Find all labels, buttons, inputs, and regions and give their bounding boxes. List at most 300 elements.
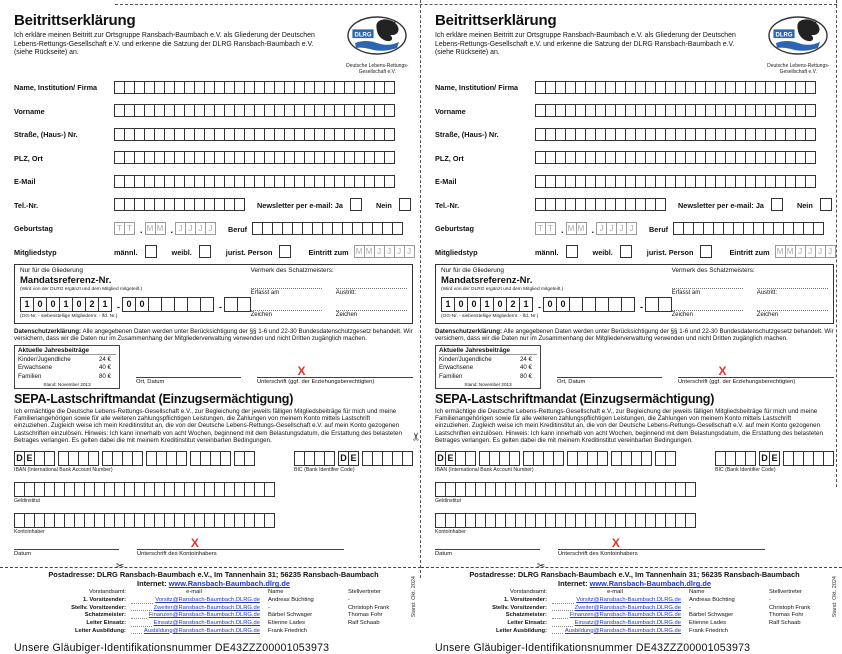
char-box[interactable] bbox=[805, 151, 816, 164]
board-table bbox=[22, 589, 404, 635]
newsletter-label: Newsletter per e-mail: Ja bbox=[257, 201, 343, 210]
entry-date-input[interactable] bbox=[354, 240, 415, 258]
box-separator: - bbox=[117, 301, 120, 312]
char-box[interactable] bbox=[665, 451, 676, 466]
char-box[interactable] bbox=[44, 451, 55, 466]
geburtstag-field-label: Geburtstag bbox=[435, 224, 474, 234]
newsletter-no-checkbox[interactable] bbox=[820, 198, 832, 211]
beruf-input[interactable] bbox=[252, 217, 403, 235]
cut-line-right bbox=[836, 0, 837, 487]
char-box[interactable]: D bbox=[759, 451, 770, 466]
char-box[interactable]: M bbox=[155, 222, 166, 235]
char-box[interactable]: 0 bbox=[72, 297, 86, 312]
dotted-leader bbox=[552, 629, 563, 634]
char-box[interactable] bbox=[244, 451, 255, 466]
char-box[interactable]: E bbox=[445, 451, 456, 466]
char-box[interactable]: J bbox=[175, 222, 186, 235]
char-box[interactable] bbox=[324, 451, 335, 466]
char-box[interactable] bbox=[402, 451, 413, 466]
sign-field-2 bbox=[336, 305, 407, 318]
field-row-plz bbox=[14, 146, 413, 164]
box-separator: - bbox=[538, 301, 541, 312]
field-row-strasse bbox=[14, 123, 413, 141]
strasse-field-label: Straße, (Haus-) Nr. bbox=[435, 130, 499, 140]
char-box[interactable]: E bbox=[24, 451, 35, 466]
char-box[interactable]: M bbox=[785, 245, 796, 258]
char-box[interactable] bbox=[384, 175, 395, 188]
internal-use-box bbox=[435, 264, 834, 324]
place-date-field bbox=[557, 377, 662, 385]
iban-input[interactable] bbox=[435, 448, 676, 466]
tel-input[interactable] bbox=[535, 193, 666, 211]
char-box[interactable]: E bbox=[348, 451, 359, 466]
char-box[interactable] bbox=[805, 81, 816, 94]
member-signature-line[interactable] bbox=[257, 377, 413, 378]
iban-input[interactable] bbox=[14, 448, 255, 466]
tel-input[interactable] bbox=[114, 193, 245, 211]
char-box[interactable] bbox=[264, 513, 275, 528]
char-box[interactable] bbox=[88, 451, 99, 466]
char-box[interactable]: 0 bbox=[493, 297, 507, 312]
privacy-label: Datenschutzerklärung: bbox=[435, 327, 503, 335]
exit-field bbox=[336, 283, 407, 296]
char-box[interactable]: J bbox=[795, 245, 806, 258]
sign-field-1 bbox=[672, 305, 743, 318]
board-deputy: Christoph Frank bbox=[769, 604, 811, 611]
char-box[interactable]: J bbox=[195, 222, 206, 235]
place-date-line[interactable] bbox=[557, 377, 662, 378]
male-checkbox[interactable] bbox=[145, 245, 157, 258]
char-box[interactable] bbox=[608, 297, 622, 312]
char-box[interactable] bbox=[805, 175, 816, 188]
exit-line[interactable] bbox=[336, 283, 407, 289]
char-box[interactable] bbox=[187, 297, 201, 312]
board-deputy: Thomas Fohr bbox=[348, 612, 383, 619]
char-box[interactable] bbox=[621, 297, 635, 312]
fees-stand-note: Stand: November 2013 bbox=[464, 381, 512, 387]
board-email-cell bbox=[128, 597, 260, 605]
member-signature-label: Unterschrift (ggf. der Erziehungsberechtigten) bbox=[257, 378, 375, 385]
char-box[interactable]: M bbox=[354, 245, 365, 258]
sign-label-1: Zeichen bbox=[671, 311, 693, 318]
vorname-input[interactable] bbox=[535, 99, 816, 117]
char-box[interactable]: 2 bbox=[85, 297, 99, 312]
newsletter-label: Newsletter per e-mail: Ja bbox=[678, 201, 764, 210]
privacy-text: Alle angegebenen Daten werden unter Berücksichtigung der §§ 1-6 und 22-30 Bundesdatenschutzgesetz behandelt. Wir versichern, dass wir die Daten nur im Zusammenhang der Mitgliederverwaltung verwenden und nicht Dritten zugänglich machen. bbox=[14, 327, 413, 342]
option-male bbox=[114, 245, 159, 258]
char-box[interactable]: 1 bbox=[59, 297, 73, 312]
char-box[interactable]: J bbox=[626, 222, 637, 235]
board-email-link[interactable]: Zweiter@Ransbach-Baumbach.DLRG.de bbox=[574, 604, 681, 611]
bic-input[interactable] bbox=[715, 448, 834, 466]
char-box[interactable]: 1 bbox=[519, 297, 533, 312]
sign-line-2[interactable] bbox=[757, 305, 828, 311]
place-date-line[interactable] bbox=[136, 377, 241, 378]
char-box[interactable] bbox=[224, 297, 238, 312]
dotted-leader bbox=[131, 614, 147, 619]
internal-use-heading: Nur für die Gliederung bbox=[20, 266, 83, 274]
bic-input[interactable] bbox=[294, 448, 413, 466]
char-box[interactable]: J bbox=[185, 222, 196, 235]
board-name: Andreas Büchting bbox=[689, 597, 735, 604]
plz-input[interactable] bbox=[114, 146, 395, 164]
field-row-email bbox=[435, 170, 834, 188]
char-box[interactable]: J bbox=[616, 222, 627, 235]
char-box[interactable] bbox=[685, 513, 696, 528]
holder-input[interactable] bbox=[14, 510, 275, 528]
entry-label: Eintritt zum bbox=[308, 248, 349, 257]
board-email-link[interactable]: Einsatz@Ransbach-Baumbach.DLRG.de bbox=[153, 620, 260, 626]
board-name: Frank Friedrich bbox=[689, 627, 728, 634]
char-box[interactable]: 2 bbox=[506, 297, 520, 312]
website-link[interactable]: www.Ransbach-Baumbach.dlrg.de bbox=[168, 579, 290, 589]
char-box[interactable]: M bbox=[576, 222, 587, 235]
strasse-field-label: Straße, (Haus-) Nr. bbox=[14, 130, 78, 140]
board-header: e-mail bbox=[607, 589, 623, 596]
board-header: Stellvertreter bbox=[348, 589, 381, 596]
male-label: männl. bbox=[114, 248, 138, 257]
char-box[interactable]: J bbox=[606, 222, 617, 235]
email-input[interactable] bbox=[535, 170, 816, 188]
char-box[interactable] bbox=[264, 482, 275, 497]
board-email-link[interactable]: Finanzen@Ransbach-Baumbach.DLRG.de bbox=[148, 612, 260, 619]
char-box[interactable] bbox=[597, 451, 608, 466]
char-box[interactable] bbox=[465, 451, 476, 466]
form-intro: Ich erkläre meinen Beitritt zur Ortsgruppe Ransbach-Baumbach e.V. als Gliederung der Deutschen Lebens-Rettungs-Gesellschaft e.V. und erkenne die Satzung der DLRG Ransbach-Baumbach e.V. (siehe Rückseite) an. bbox=[435, 32, 736, 57]
exit-label: Austritt: bbox=[756, 289, 778, 296]
email-field-label: E-Mail bbox=[435, 177, 457, 187]
fee-label: Erwachsene bbox=[439, 364, 474, 372]
holder-signature-x-mark: X bbox=[611, 536, 620, 551]
char-box[interactable]: 0 bbox=[122, 297, 136, 312]
board-header-row bbox=[22, 589, 404, 597]
holder-signature-label: Unterschrift des Kontoinhabers bbox=[558, 551, 638, 558]
char-box[interactable]: J bbox=[825, 245, 836, 258]
char-box[interactable]: 1 bbox=[20, 297, 34, 312]
exit-field bbox=[757, 283, 828, 296]
fee-value: 24 € bbox=[519, 356, 532, 364]
board-header: Name bbox=[689, 589, 705, 596]
female-checkbox[interactable] bbox=[620, 245, 632, 258]
char-box[interactable] bbox=[392, 222, 403, 235]
char-box[interactable]: 0 bbox=[33, 297, 47, 312]
recorded-line[interactable] bbox=[672, 283, 743, 289]
char-box[interactable]: J bbox=[404, 245, 415, 258]
char-box[interactable] bbox=[685, 482, 696, 497]
field-row-geburtstag bbox=[14, 217, 413, 235]
box-separator: - bbox=[640, 301, 643, 312]
mitgliedstyp-field-label: Mitgliedstyp bbox=[435, 247, 478, 257]
char-box[interactable]: M bbox=[364, 245, 375, 258]
board-email-cell bbox=[549, 612, 681, 620]
exit-line[interactable] bbox=[757, 283, 828, 289]
char-box[interactable]: T bbox=[124, 222, 135, 235]
board-email-link[interactable]: Einsatz@Ransbach-Baumbach.DLRG.de bbox=[574, 620, 681, 626]
name-field-label: Name, Institution/ Firma bbox=[14, 83, 98, 93]
strasse-input[interactable] bbox=[114, 123, 395, 141]
privacy-statement bbox=[14, 328, 413, 343]
fees-and-signature-row bbox=[14, 345, 413, 388]
char-box[interactable] bbox=[132, 451, 143, 466]
char-box[interactable]: 0 bbox=[543, 297, 557, 312]
juristic-label: jurist. Person bbox=[225, 248, 273, 257]
char-box[interactable]: 1 bbox=[480, 297, 494, 312]
board-name: Andreas Büchting bbox=[268, 597, 314, 604]
strasse-input[interactable] bbox=[535, 123, 816, 141]
fee-value: 40 € bbox=[98, 364, 111, 372]
scissors-icon: ✂ bbox=[537, 561, 546, 573]
dotted-leader bbox=[552, 614, 568, 619]
dotted-leader bbox=[131, 629, 142, 634]
bank-input[interactable] bbox=[435, 479, 696, 497]
char-box[interactable] bbox=[813, 222, 824, 235]
field-row-name bbox=[435, 76, 834, 94]
char-box[interactable]: J bbox=[596, 222, 607, 235]
board-email-cell bbox=[549, 620, 681, 628]
char-box[interactable]: J bbox=[384, 245, 395, 258]
char-box[interactable] bbox=[148, 297, 162, 312]
name-input[interactable] bbox=[535, 76, 816, 94]
member-signature-field bbox=[257, 363, 413, 385]
board-email-link[interactable]: Ausbildung@Ransbach-Baumbach.DLRG.de bbox=[143, 627, 260, 634]
mandate-ref-input[interactable] bbox=[441, 294, 672, 312]
char-box[interactable]: 0 bbox=[135, 297, 149, 312]
board-email-link[interactable]: Ausbildung@Ransbach-Baumbach.DLRG.de bbox=[564, 627, 681, 634]
char-box[interactable]: D bbox=[338, 451, 349, 466]
mandate-ref-input[interactable] bbox=[20, 294, 251, 312]
sepa-date-field bbox=[435, 549, 540, 557]
place-date-label: Ort, Datum bbox=[136, 378, 165, 385]
char-box[interactable]: T bbox=[535, 222, 546, 235]
name-input[interactable] bbox=[114, 76, 395, 94]
beruf-label: Beruf bbox=[649, 224, 669, 234]
vorname-input[interactable] bbox=[114, 99, 395, 117]
char-box[interactable] bbox=[200, 297, 214, 312]
board-deputy: Thomas Fohr bbox=[769, 612, 804, 619]
char-box[interactable]: 0 bbox=[46, 297, 60, 312]
char-box[interactable]: E bbox=[769, 451, 780, 466]
email-input[interactable] bbox=[114, 170, 395, 188]
fee-label: Kinder/Jugendliche bbox=[439, 356, 492, 364]
sign-field-1 bbox=[251, 305, 322, 318]
entry-label: Eintritt zum bbox=[729, 248, 770, 257]
field-row-mitgliedstyp bbox=[435, 240, 834, 258]
board-email-link[interactable]: Finanzen@Ransbach-Baumbach.DLRG.de bbox=[569, 612, 681, 619]
char-box[interactable] bbox=[569, 297, 583, 312]
char-box[interactable] bbox=[595, 297, 609, 312]
sign-line-2[interactable] bbox=[336, 305, 407, 311]
char-box[interactable] bbox=[174, 297, 188, 312]
fee-label: Kinder/Jugendliche bbox=[18, 356, 71, 364]
char-box[interactable]: 0 bbox=[556, 297, 570, 312]
char-box[interactable] bbox=[805, 128, 816, 141]
fee-item bbox=[439, 373, 537, 381]
holder-signature-line[interactable] bbox=[558, 549, 765, 550]
fee-value: 24 € bbox=[98, 356, 111, 364]
box-separator: . bbox=[140, 224, 143, 235]
board-email-link[interactable]: Zweiter@Ransbach-Baumbach.DLRG.de bbox=[153, 604, 260, 611]
char-box[interactable] bbox=[645, 297, 659, 312]
char-box[interactable]: M bbox=[145, 222, 156, 235]
char-box[interactable]: 0 bbox=[454, 297, 468, 312]
char-box[interactable] bbox=[234, 198, 245, 211]
sign-line-1[interactable] bbox=[251, 305, 322, 311]
sign-label-1: Zeichen bbox=[250, 311, 272, 318]
entry-date-input[interactable] bbox=[775, 240, 836, 258]
char-box[interactable]: T bbox=[114, 222, 125, 235]
holder-signature-line[interactable] bbox=[137, 549, 344, 550]
vorname-field-label: Vorname bbox=[14, 106, 45, 116]
board-email-link[interactable]: Vorsitz@Ransbach-Baumbach.DLRG.de bbox=[576, 597, 681, 604]
website-link[interactable]: www.Ransbach-Baumbach.dlrg.de bbox=[589, 579, 711, 589]
bank-input[interactable] bbox=[14, 479, 275, 497]
geburtstag-input[interactable] bbox=[114, 217, 216, 235]
char-box[interactable] bbox=[805, 104, 816, 117]
char-box[interactable]: J bbox=[805, 245, 816, 258]
bank-label: Geldinstitut bbox=[14, 498, 40, 505]
scissors-icon: ✂ bbox=[116, 561, 125, 573]
board-office-label: Stellv. Vorsitzender: bbox=[492, 604, 547, 611]
board-office-label: Leiter Einsatz: bbox=[86, 620, 126, 626]
sepa-date-line[interactable] bbox=[14, 549, 119, 550]
holder-signature-x-mark: X bbox=[190, 536, 199, 551]
field-row-tel bbox=[435, 193, 834, 211]
tel-field-label: Tel.-Nr. bbox=[14, 200, 39, 210]
holder-input[interactable] bbox=[435, 510, 696, 528]
char-box[interactable] bbox=[161, 297, 175, 312]
char-box[interactable]: J bbox=[205, 222, 216, 235]
dotted-leader bbox=[552, 622, 573, 627]
board-email-cell bbox=[128, 612, 260, 620]
box-separator: . bbox=[170, 224, 174, 235]
place-date-label: Ort, Datum bbox=[557, 378, 586, 385]
male-checkbox[interactable] bbox=[566, 245, 578, 258]
member-signature-field bbox=[678, 363, 834, 385]
char-box[interactable] bbox=[384, 151, 395, 164]
board-office-label: Schatzmeister: bbox=[84, 612, 126, 619]
char-box[interactable] bbox=[655, 198, 666, 211]
sepa-date-label: Datum bbox=[14, 551, 32, 558]
board-email-cell bbox=[549, 597, 681, 605]
mandate-ref-label: Mandatsreferenz-Nr. bbox=[441, 274, 533, 286]
char-box[interactable]: T bbox=[545, 222, 556, 235]
char-box[interactable]: M bbox=[566, 222, 577, 235]
char-box[interactable] bbox=[823, 451, 834, 466]
newsletter-no-label: Nein bbox=[375, 201, 392, 210]
juristic-checkbox[interactable] bbox=[279, 245, 291, 258]
creditor-id-line: Unsere Gläubiger-Identifikationsnummer DE43ZZZ00001053973 bbox=[14, 642, 330, 654]
treasurer-note-heading: Vermerk des Schatzmeisters: bbox=[671, 266, 755, 274]
privacy-text: Alle angegebenen Daten werden unter Berücksichtigung der §§ 1-6 und 22-30 Bundesdatenschutzgesetz behandelt. Wir versichern, dass wir die Daten nur im Zusammenhang der Mitgliederverwaltung verwenden und nicht Dritten zugänglich machen. bbox=[435, 327, 834, 342]
sign-line-1[interactable] bbox=[672, 305, 743, 311]
postal-value: DLRG Ransbach-Baumbach e.V., Im Tannenhain 31; 56235 Ransbach-Baumbach bbox=[517, 570, 800, 580]
sepa-date-line[interactable] bbox=[435, 549, 540, 550]
female-label: weibl. bbox=[592, 248, 613, 257]
bic-label: BIC (Bank Identifier Code) bbox=[294, 467, 355, 474]
board-office-label: Leiter Ausbildung: bbox=[75, 627, 126, 634]
char-box[interactable]: D bbox=[14, 451, 25, 466]
char-box[interactable] bbox=[745, 451, 756, 466]
beruf-input[interactable] bbox=[673, 217, 824, 235]
recorded-line[interactable] bbox=[251, 283, 322, 289]
fees-box bbox=[14, 345, 120, 388]
juristic-checkbox[interactable] bbox=[700, 245, 712, 258]
sepa-text: Ich ermächtige die Deutsche Lebens-Rettungs-Gesellschaft e.V., zur Begleichung der jeweils fälligen Mitgliedsbeiträge für mich und meine Familienangehörigen sowie für alle weiteren zahlungspflichtigen Leistungen, die Zahlungen von meinem Konto mittels Lastschrift einzuziehen. Zugleich weise ich mein Kreditinstitut an, die von der Deutsche Lebens-Rettungs-Gesellschaft e.V. auf mein Konto gezogenen Lastschriften einzulösen. Hinweis: Ich kann innerhalb von acht Wochen, beginnend mit dem Belastungsdatum, die Erstattung des belasteten Betrages verlangen. Es gelten dabei die mit meinem Kreditinstitut vereinbarten Bedingungen. bbox=[435, 407, 823, 445]
char-box[interactable] bbox=[641, 451, 652, 466]
char-box[interactable] bbox=[384, 81, 395, 94]
recorded-label: Erfasst am bbox=[250, 289, 280, 296]
bank-label: Geldinstitut bbox=[435, 498, 461, 505]
field-row-mitgliedstyp bbox=[14, 240, 413, 258]
male-label: männl. bbox=[535, 248, 559, 257]
privacy-statement bbox=[435, 328, 834, 343]
board-email-link[interactable]: Vorsitz@Ransbach-Baumbach.DLRG.de bbox=[155, 597, 260, 604]
char-box[interactable] bbox=[176, 451, 187, 466]
newsletter-yes-checkbox[interactable] bbox=[350, 198, 362, 211]
fees-and-signature-row bbox=[435, 345, 834, 388]
sepa-section bbox=[435, 392, 834, 558]
char-box[interactable]: 0 bbox=[467, 297, 481, 312]
char-box[interactable] bbox=[553, 451, 564, 466]
newsletter-yes-checkbox[interactable] bbox=[771, 198, 783, 211]
option-female bbox=[593, 245, 634, 258]
postal-value: DLRG Ransbach-Baumbach e.V., Im Tannenhain 31; 56235 Ransbach-Baumbach bbox=[96, 570, 379, 580]
holder-field bbox=[435, 510, 834, 535]
beruf-label: Beruf bbox=[228, 224, 248, 234]
board-deputy: Ralf Schaab bbox=[769, 620, 801, 626]
place-date-field bbox=[136, 377, 241, 385]
bank-field bbox=[14, 479, 413, 504]
female-checkbox[interactable] bbox=[199, 245, 211, 258]
newsletter-no-checkbox[interactable] bbox=[399, 198, 411, 211]
char-box[interactable]: J bbox=[394, 245, 405, 258]
holder-label: Kontoinhaber bbox=[14, 529, 45, 536]
option-male bbox=[535, 245, 580, 258]
char-box[interactable]: J bbox=[815, 245, 826, 258]
internet-label: Internet: bbox=[558, 579, 588, 589]
internet-line bbox=[14, 579, 413, 588]
mandate-ref-label: Mandatsreferenz-Nr. bbox=[20, 274, 112, 286]
fee-item bbox=[18, 356, 116, 364]
char-box[interactable] bbox=[582, 297, 596, 312]
fee-item bbox=[439, 364, 537, 372]
bic-label: BIC (Bank Identifier Code) bbox=[715, 467, 776, 474]
sepa-section bbox=[14, 392, 413, 558]
board-email-cell bbox=[128, 628, 260, 636]
box-separator: - bbox=[219, 301, 222, 312]
geburtstag-input[interactable] bbox=[535, 217, 637, 235]
board-office-label: Leiter Ausbildung: bbox=[496, 627, 547, 634]
char-box[interactable] bbox=[384, 128, 395, 141]
char-box[interactable] bbox=[509, 451, 520, 466]
char-box[interactable]: D bbox=[435, 451, 446, 466]
fee-item bbox=[439, 356, 537, 364]
plz-input[interactable] bbox=[535, 146, 816, 164]
char-box[interactable]: M bbox=[775, 245, 786, 258]
board-header: e-mail bbox=[186, 589, 202, 596]
char-box[interactable]: 1 bbox=[441, 297, 455, 312]
board-row bbox=[443, 612, 825, 620]
dotted-leader bbox=[552, 606, 573, 611]
cut-line-top bbox=[115, 4, 837, 5]
dotted-leader bbox=[131, 606, 152, 611]
char-box[interactable] bbox=[384, 104, 395, 117]
fee-value: 40 € bbox=[519, 364, 532, 372]
char-box[interactable]: J bbox=[374, 245, 385, 258]
member-signature-line[interactable] bbox=[678, 377, 834, 378]
char-box[interactable] bbox=[220, 451, 231, 466]
char-box[interactable]: 1 bbox=[98, 297, 112, 312]
